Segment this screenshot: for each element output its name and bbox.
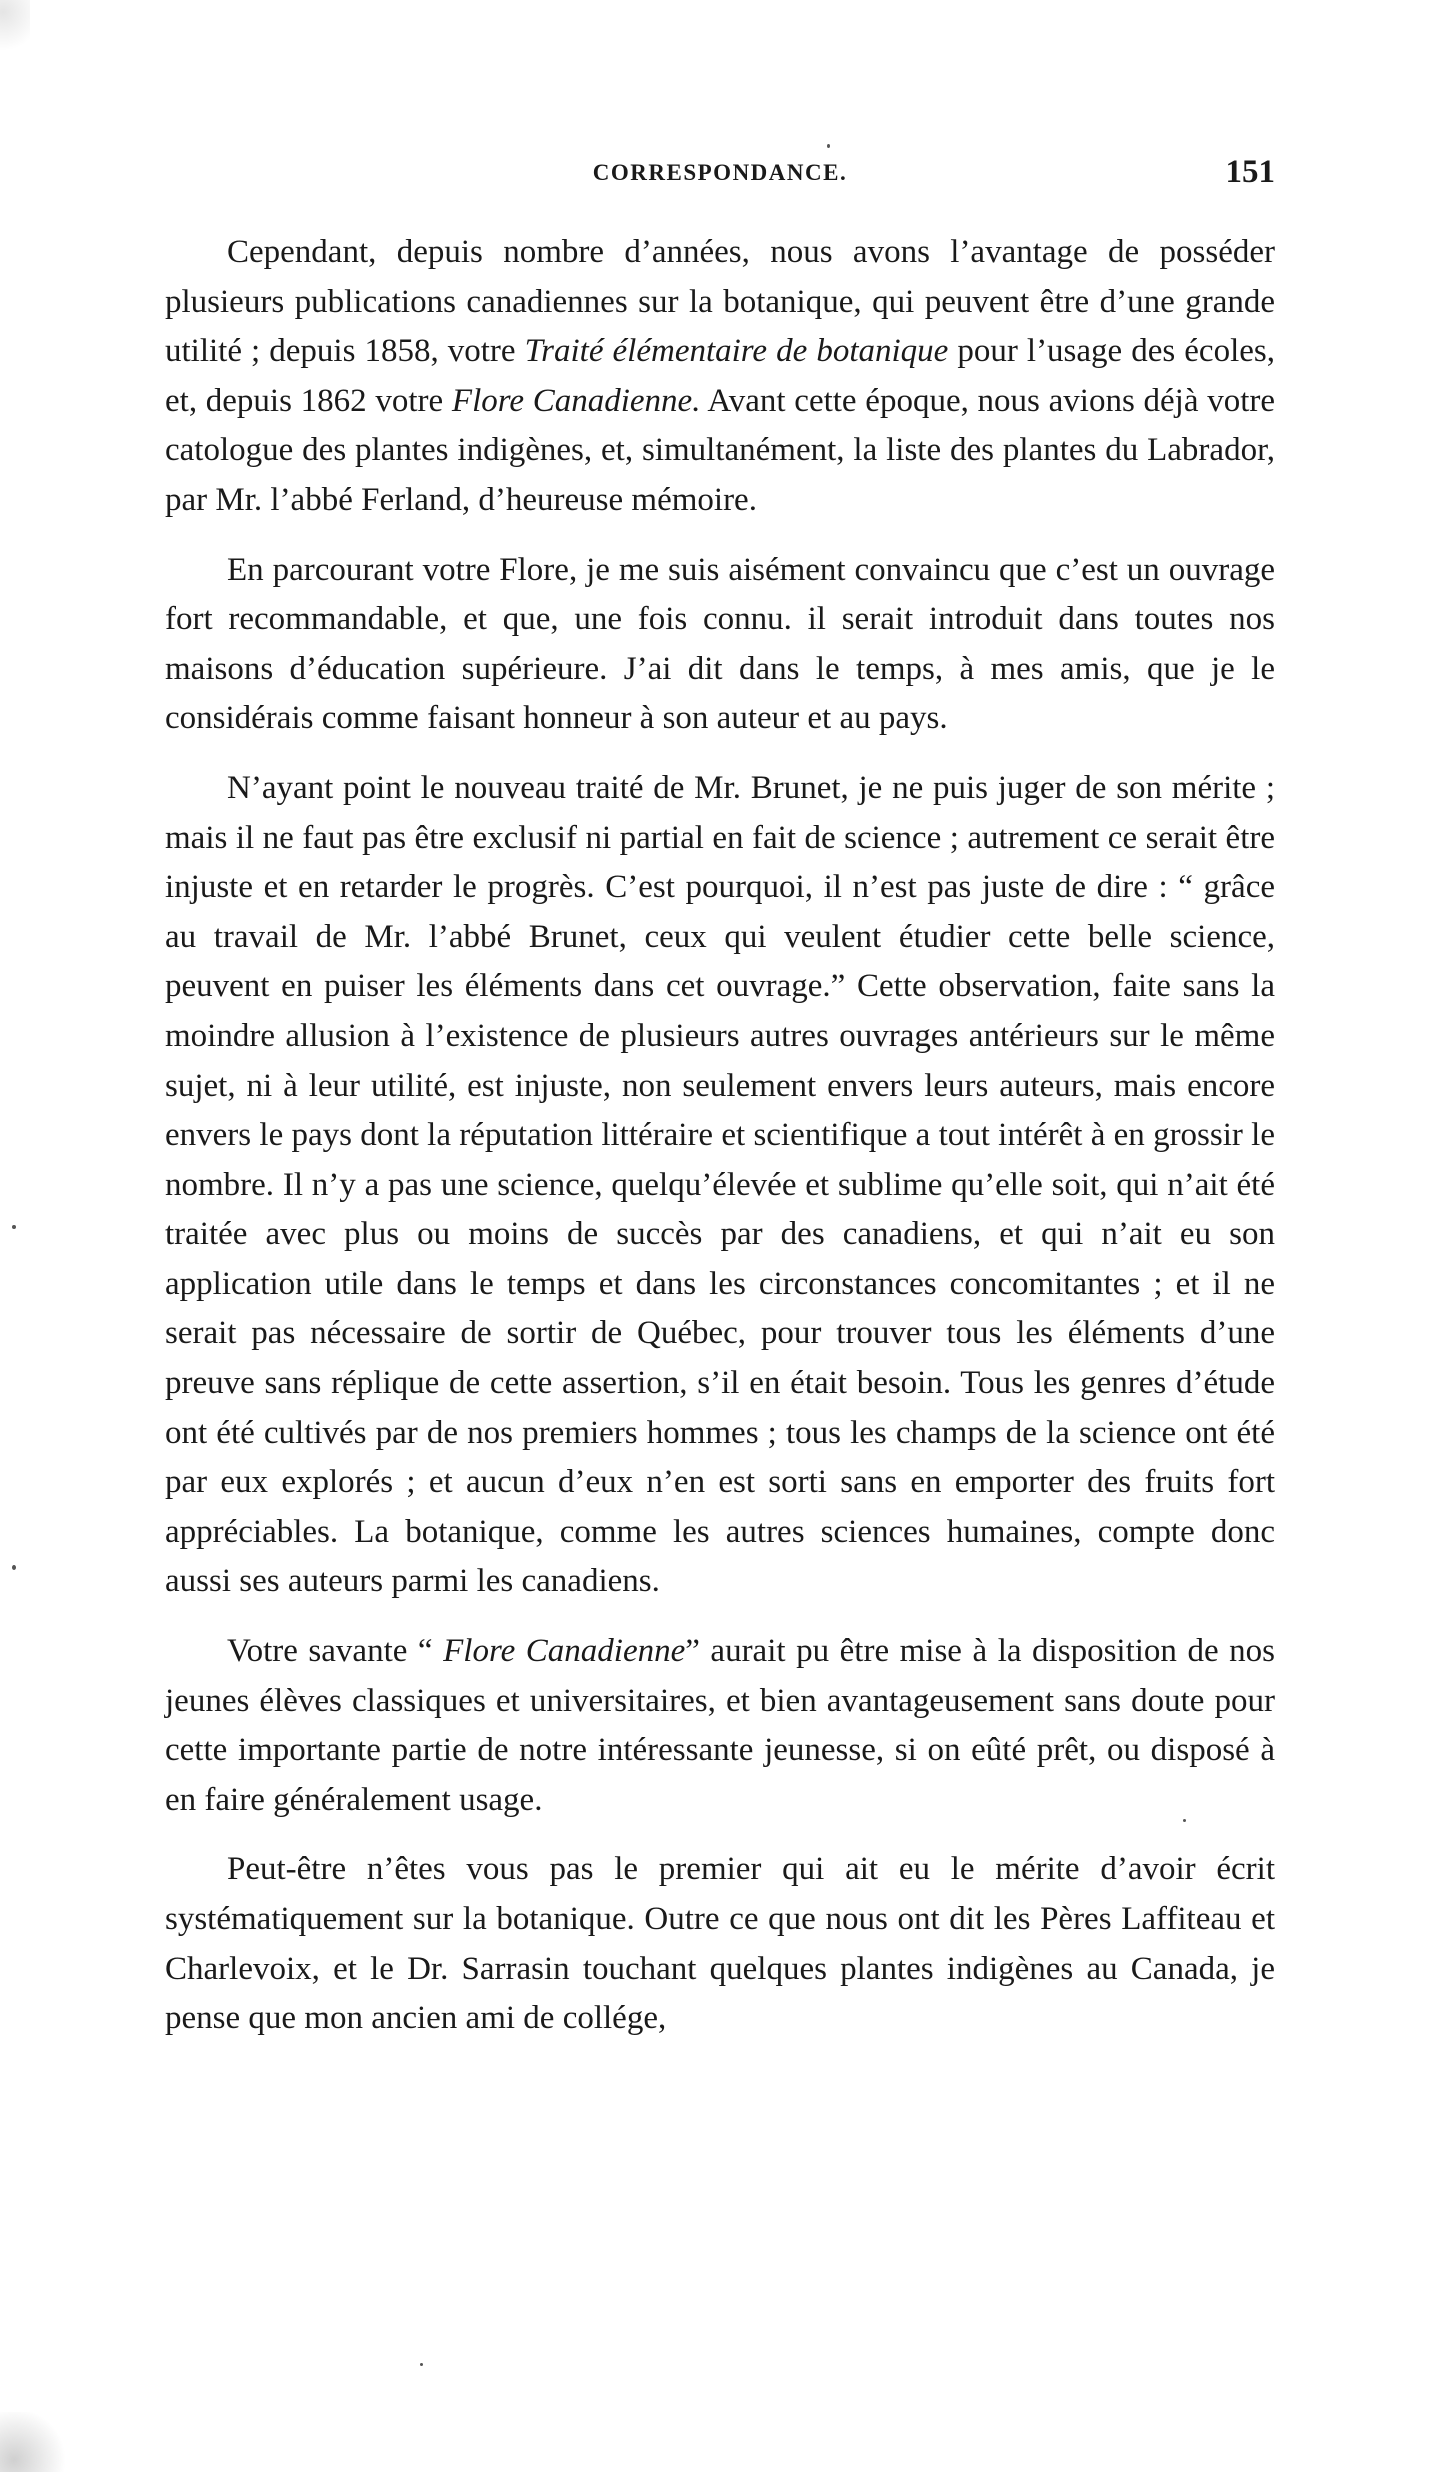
scan-edge-noise-bottom [0,2412,70,2472]
paragraph [165,1627,1275,1825]
text-run: En parcourant votre Flore, je me suis aisément convaincu que c’est un ouvrage fort recommandable, et que, une fois connu. il serait introduit dans toutes nos maisons d’éducation supérieure. J’ai dit dans le temps, à mes amis, que je le considérais comme faisant honneur à son auteur et au pays. [165,551,1275,737]
ink-speck [827,144,830,148]
body-text [165,228,1275,2064]
ink-speck [12,1565,16,1570]
scan-edge-noise-top [0,0,30,60]
text-run: N’ayant point le nouveau traité de Mr. Brunet, je ne puis juger de son mérite ; mais il ne faut pas être exclusif ni partial en fait de science ; autrement ce serait être injuste et en retarder le progrès. C’est pourquoi, il n’est pas juste de dire : “ grâce au travail de Mr. l’abbé Brunet, ceux qui veulent étudier cette belle science, peuvent en puiser les éléments dans cet ouvrage.” Cette observation, faite sans la moindre allusion à l’existence de plusieurs autres ouvrages antérieurs sur le même sujet, ni à leur utilité, est injuste, non seulement envers leurs auteurs, mais encore envers le pays dont la réputation littéraire et scientifique a tout intérêt à en grossir le nombre. Il n’y a pas une science, quelqu’élevée et sublime qu’elle soit, qui n’ait été traitée avec plus ou moins de succès par des canadiens, et qui n’ait eu son application utile dans le temps et dans les circonstances concomitantes ; et il ne serait pas nécessaire de sortir de Québec, pour trouver tous les éléments d’une preuve sans réplique de cette assertion, s’il en était besoin. Tous les genres d’étude ont été cultivés par de nos premiers hommes ; tous les champs de la science ont été par eux explorés ; et aucun d’eux n’en est sorti sans en emporter des fruits fort appréciables. La botanique, comme les autres sciences humaines, compte donc aussi ses auteurs parmi les canadiens. [165,769,1275,1600]
paragraph [165,228,1275,526]
paragraph [165,1845,1275,2043]
paragraph [165,764,1275,1607]
book-title: Flore Canadienne. [451,382,701,419]
page-number: 151 [1225,154,1275,190]
ink-speck [420,2363,423,2366]
text-run: Cependant, depuis nombre d’années, nous avons l’avantage de posséder plusieurs publications canadiennes sur la botanique, qui peuvent être d’une grande utilité ; depuis 1858, votre [165,234,1275,370]
paragraph [165,546,1275,744]
book-title: Traité élémentaire de botanique [524,333,949,370]
ink-speck [12,1225,16,1229]
text-run: Avant cette époque, nous avions déjà votre catologue des plantes indigènes, et, simultanément, la liste des plantes du Labrador, par Mr. l’abbé Ferland, d’heureuse mémoire. [165,382,1275,518]
book-title: Flore Canadienne [443,1633,686,1670]
text-run: Peut-être n’êtes vous pas le premier qui ait eu le mérite d’avoir écrit systématiquement sur la botanique. Outre ce que nous ont dit les Pères Laffiteau et Charlevoix, et le Dr. Sarrasin touchant quelques plantes indigènes au Canada, je pense que mon ancien ami de collége, [165,1851,1275,2037]
running-head [165,154,1275,200]
text-run: ” aurait pu être mise à la disposition de nos jeunes élèves classiques et universitaires, et bien avantageusement sans doute pour cette importante partie de notre intéressante jeunesse, si on eûté prêt, ou disposé à en faire généralement usage. [165,1633,1275,1818]
text-run: Votre savante “ [227,1633,444,1670]
text-run: pour l’usage des écoles, et, depuis 1862 votre [165,333,1275,419]
running-title: CORRESPONDANCE. [592,160,848,185]
